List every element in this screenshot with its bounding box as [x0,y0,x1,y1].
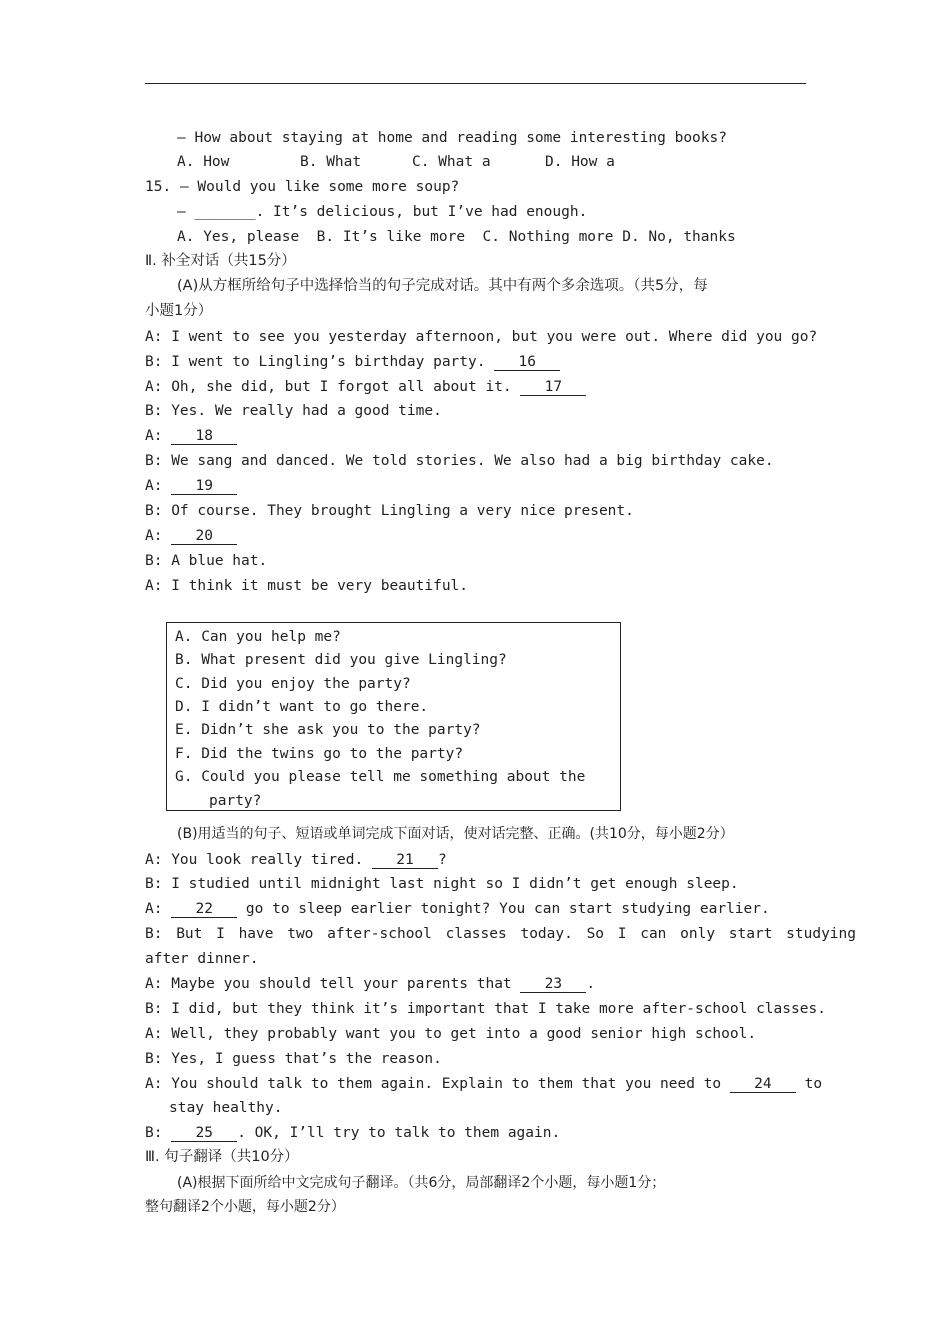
dialogB-line-1: A: You look really tired. 21 ? [145,852,447,868]
box-option-g: G. Could you please tell me something about the [175,769,586,785]
q15-line1: — Would you like some more soup? [179,179,460,195]
dialogB-line-9: A: You should talk to them again. Explain to them that you need to 24 to [145,1076,823,1092]
blank-21[interactable]: 21 [372,852,438,869]
q15-blank: _______ [194,204,256,220]
q14-option-c: C. What a [412,154,491,170]
dialogB-line-4a: B: But I have two after-school classes today. So I can only start studying [145,926,857,942]
dialogB-line-3: A: 22 go to sleep earlier tonight? You can start studying earlier. [145,901,770,917]
dialogA-line-11: A: I think it must be very beautiful. [145,578,469,594]
blank-20[interactable]: 20 [171,528,237,545]
blank-24[interactable]: 24 [730,1076,796,1093]
blank-23[interactable]: 23 [520,976,586,993]
header-rule [145,83,806,84]
box-option-d: D. I didn’t want to go there. [175,699,429,715]
q14-option-d: D. How a [545,154,615,170]
section2-partA-instruction-2: 小题1分） [145,303,213,319]
dialogA-line-4: B: Yes. We really had a good time. [145,403,442,419]
box-option-c: C. Did you enjoy the party? [175,676,411,692]
q14-options [177,152,615,172]
dialogA-line-9: A: 20 [145,526,237,546]
dialogA-line-10: B: A blue hat. [145,553,268,569]
dialogB-line-2: B: I studied until midnight last night so I didn’t get enough sleep. [145,876,739,892]
dialogB-line-9b: stay healthy. [169,1100,283,1116]
blank-18[interactable]: 18 [171,428,237,445]
section2-heading: Ⅱ. 补全对话（共15分） [145,253,296,269]
dialogB-line-6: B: I did, but they think it’s important that I take more after-school classes. [145,1001,826,1017]
blank-16[interactable]: 16 [494,354,560,371]
section3-partA-instruction-2: 整句翻译2个小题，每小题2分） [145,1199,345,1215]
box-option-g-cont: party? [209,793,262,809]
blank-22[interactable]: 22 [171,901,237,918]
dialogA-line-5: A: 18 [145,426,237,446]
blank-19[interactable]: 19 [171,478,237,495]
q15-number: 15. [145,179,172,195]
dialogA-line-8: B: Of course. They brought Lingling a very nice present. [145,503,634,519]
section2-partA-instruction-1: (A)从方框所给句子中选择恰当的句子完成对话。其中有两个多余选项。（共5分，每 [177,278,708,294]
dialogB-line-8: B: Yes, I guess that’s the reason. [145,1051,442,1067]
dialogA-line-6: B: We sang and danced. We told stories. We also had a big birthday cake. [145,453,774,469]
section3-heading: Ⅲ. 句子翻译（共10分） [145,1149,299,1165]
dialogB-line-10: B: 25 . OK, I’ll try to talk to them again. [145,1125,561,1141]
q15-question [145,177,459,197]
dialogA-line-2: B: I went to Lingling’s birthday party. 16 [145,352,560,372]
dialogA-line-7: A: 19 [145,476,237,496]
box-option-e: E. Didn’t she ask you to the party? [175,722,481,738]
q15-options: A. Yes, please B. It’s like more C. Nothing more D. No, thanks [177,229,736,245]
blank-17[interactable]: 17 [520,379,586,396]
dialogB-line-4b: after dinner. [145,951,259,967]
q15-response: — _______. It’s delicious, but I’ve had enough. [177,204,588,220]
blank-25[interactable]: 25 [171,1125,237,1142]
dialogA-line-1: A: I went to see you yesterday afternoon, but you were out. Where did you go? [145,329,818,345]
q14-option-a: A. How [177,154,230,170]
options-box [166,622,621,811]
dialogA-line-3: A: Oh, she did, but I forgot all about it. 17 [145,377,586,397]
dialogB-line-5: A: Maybe you should tell your parents that 23 . [145,976,596,992]
q14-option-b: B. What [300,154,362,170]
box-option-b: B. What present did you give Lingling? [175,652,507,668]
dialogB-line-7: A: Well, they probably want you to get into a good senior high school. [145,1026,757,1042]
box-option-a: A. Can you help me? [175,629,341,645]
section2-partB-instruction: (B)用适当的句子、短语或单词完成下面对话，使对话完整、正确。(共10分，每小题2分） [177,826,734,842]
q14-dialog-line: — How about staying at home and reading some interesting books? [177,130,727,146]
box-option-f: F. Did the twins go to the party? [175,746,464,762]
section3-partA-instruction-1: (A)根据下面所给中文完成句子翻译。（共6分，局部翻译2个小题，每小题1分； [177,1175,666,1191]
